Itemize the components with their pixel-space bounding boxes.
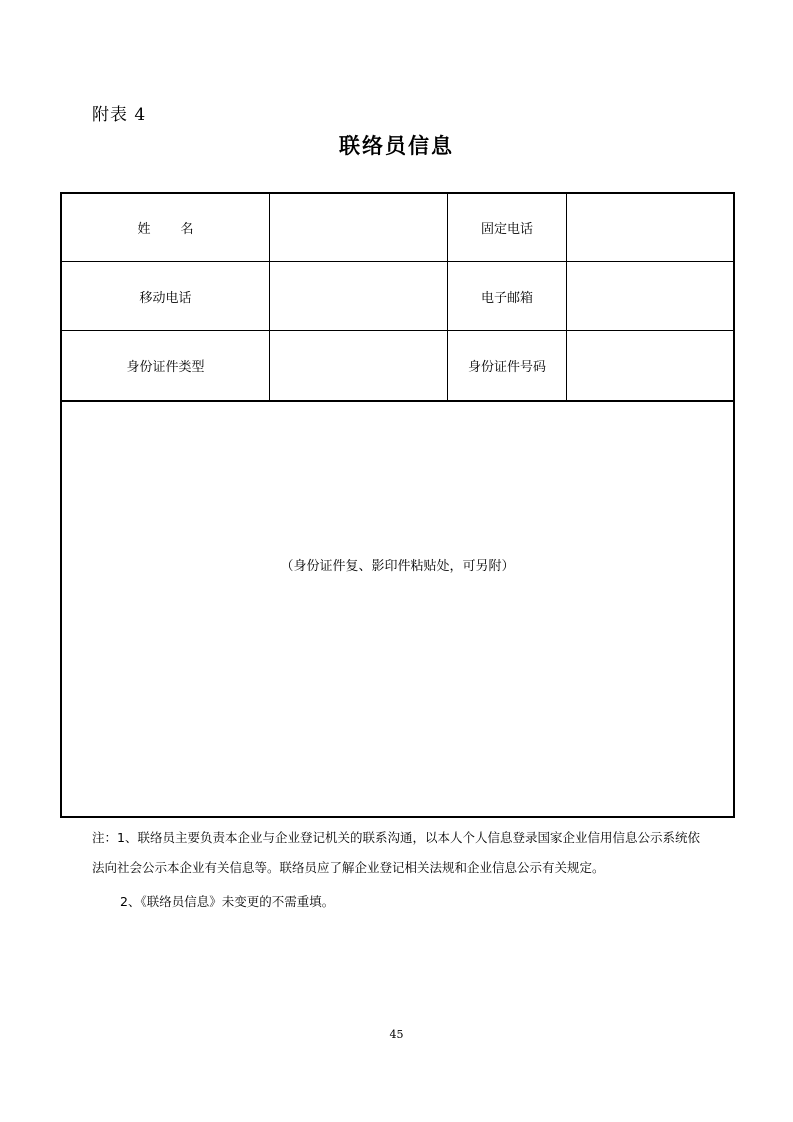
id-number-label: 身份证件号码 bbox=[467, 360, 546, 375]
id-type-field[interactable] bbox=[270, 331, 447, 400]
page-number: 45 bbox=[389, 1028, 404, 1041]
id-copy-attachment-note: （身份证件复、影印件粘贴处，可另附） bbox=[280, 559, 515, 574]
notes-section bbox=[92, 823, 712, 917]
note-1: 注：1、联络员主要负责本企业与企业登记机关的联系沟通，以本人个人信息登录国家企业信用信息公示系统依法向社会公示本企业有关信息等。联络员应了解企业登记相关法规和企业信息公示有关规定。 bbox=[92, 830, 700, 875]
name-label-char-1: 姓 bbox=[137, 222, 151, 237]
id-number-field[interactable] bbox=[567, 331, 733, 400]
appendix-label: 附表 4 bbox=[92, 105, 147, 125]
id-type-label: 身份证件类型 bbox=[126, 360, 205, 375]
landline-field[interactable] bbox=[567, 194, 733, 261]
email-label: 电子邮箱 bbox=[480, 290, 533, 306]
name-label bbox=[62, 194, 269, 261]
name-label-char-2: 名 bbox=[180, 222, 194, 237]
page-title: 联络员信息 bbox=[339, 134, 454, 158]
note-2: 2、《联络员信息》未变更的不需重填。 bbox=[120, 894, 335, 909]
mobile-label: 移动电话 bbox=[139, 290, 192, 306]
grid-divider bbox=[62, 400, 733, 402]
name-field[interactable] bbox=[270, 194, 447, 261]
liaison-info-form bbox=[60, 192, 735, 818]
mobile-field[interactable] bbox=[270, 262, 447, 330]
landline-label: 固定电话 bbox=[480, 222, 533, 237]
email-field[interactable] bbox=[567, 262, 733, 330]
